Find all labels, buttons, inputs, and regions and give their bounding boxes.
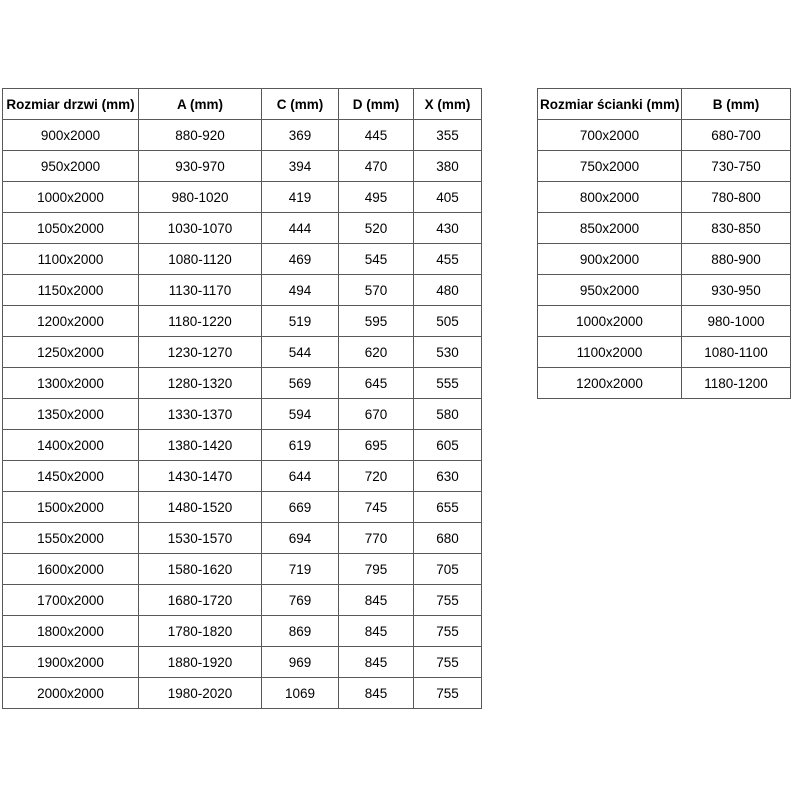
door-table-header-cell: Rozmiar drzwi (mm) [3,89,139,120]
door-table-cell: 1230-1270 [139,337,262,368]
table-row [3,120,482,151]
table-row [3,399,482,430]
door-table-cell: 980-1020 [139,182,262,213]
door-table-cell: 669 [262,492,339,523]
table-row [538,151,791,182]
door-table-cell: 630 [414,461,482,492]
door-table-cell: 555 [414,368,482,399]
door-table-cell: 694 [262,523,339,554]
door-table-cell: 1080-1120 [139,244,262,275]
table-row [3,585,482,616]
table-row [3,306,482,337]
door-table-cell: 795 [339,554,414,585]
door-table-cell: 845 [339,585,414,616]
door-table-cell: 1280-1320 [139,368,262,399]
wall-table-cell: 1200x2000 [538,368,682,399]
door-table-cell: 2000x2000 [3,678,139,709]
door-table-cell: 1200x2000 [3,306,139,337]
wall-table-cell: 1080-1100 [682,337,791,368]
door-table-header-cell: D (mm) [339,89,414,120]
table-row [3,275,482,306]
door-table-cell: 494 [262,275,339,306]
door-table-cell: 755 [414,647,482,678]
door-table-cell: 755 [414,585,482,616]
wall-table-cell: 880-900 [682,244,791,275]
table-row [3,616,482,647]
table-row [538,275,791,306]
door-table-cell: 419 [262,182,339,213]
wall-table-cell: 980-1000 [682,306,791,337]
door-table-cell: 1069 [262,678,339,709]
door-table-cell: 469 [262,244,339,275]
door-size-table-body [3,120,482,709]
door-table-header-cell: X (mm) [414,89,482,120]
door-table-cell: 680 [414,523,482,554]
door-table-cell: 705 [414,554,482,585]
table-row [538,306,791,337]
door-table-cell: 1680-1720 [139,585,262,616]
door-table-cell: 1530-1570 [139,523,262,554]
table-row [3,678,482,709]
table-row [3,213,482,244]
wall-table-cell: 750x2000 [538,151,682,182]
door-table-cell: 1130-1170 [139,275,262,306]
door-table-cell: 719 [262,554,339,585]
door-table-cell: 545 [339,244,414,275]
door-table-cell: 769 [262,585,339,616]
door-table-cell: 845 [339,616,414,647]
wall-table-header-cell: Rozmiar ścianki (mm) [538,89,682,120]
door-table-cell: 1500x2000 [3,492,139,523]
door-table-cell: 1600x2000 [3,554,139,585]
door-table-cell: 530 [414,337,482,368]
door-table-cell: 845 [339,678,414,709]
door-table-cell: 1550x2000 [3,523,139,554]
wall-size-table-body [538,120,791,399]
door-table-cell: 670 [339,399,414,430]
door-table-header-row [3,89,482,120]
table-row [538,182,791,213]
door-table-cell: 595 [339,306,414,337]
door-table-cell: 1380-1420 [139,430,262,461]
door-table-cell: 1330-1370 [139,399,262,430]
door-table-cell: 580 [414,399,482,430]
wall-size-table [537,88,791,399]
door-table-cell: 950x2000 [3,151,139,182]
door-table-cell: 745 [339,492,414,523]
door-table-cell: 755 [414,678,482,709]
door-table-cell: 755 [414,616,482,647]
wall-table-cell: 1180-1200 [682,368,791,399]
door-table-cell: 380 [414,151,482,182]
door-table-cell: 869 [262,616,339,647]
door-table-cell: 900x2000 [3,120,139,151]
door-size-table-header [3,89,482,120]
door-table-cell: 620 [339,337,414,368]
door-table-cell: 1800x2000 [3,616,139,647]
door-table-cell: 569 [262,368,339,399]
wall-table-cell: 800x2000 [538,182,682,213]
door-table-header-cell: A (mm) [139,89,262,120]
table-row [538,368,791,399]
door-table-cell: 1050x2000 [3,213,139,244]
wall-table-cell: 930-950 [682,275,791,306]
door-table-cell: 1300x2000 [3,368,139,399]
wall-table-cell: 1100x2000 [538,337,682,368]
door-table-cell: 1450x2000 [3,461,139,492]
door-table-cell: 405 [414,182,482,213]
door-table-cell: 455 [414,244,482,275]
door-table-cell: 470 [339,151,414,182]
door-table-cell: 1430-1470 [139,461,262,492]
door-table-cell: 1180-1220 [139,306,262,337]
door-table-cell: 1400x2000 [3,430,139,461]
wall-table-cell: 730-750 [682,151,791,182]
table-row [3,523,482,554]
wall-table-cell: 700x2000 [538,120,682,151]
door-table-cell: 1480-1520 [139,492,262,523]
door-table-cell: 969 [262,647,339,678]
door-table-cell: 520 [339,213,414,244]
table-row [538,120,791,151]
wall-table-cell: 830-850 [682,213,791,244]
door-table-cell: 505 [414,306,482,337]
door-table-cell: 1700x2000 [3,585,139,616]
door-table-cell: 594 [262,399,339,430]
table-row [538,244,791,275]
door-table-cell: 1100x2000 [3,244,139,275]
table-row [538,337,791,368]
door-table-cell: 645 [339,368,414,399]
door-table-cell: 445 [339,120,414,151]
door-table-cell: 1580-1620 [139,554,262,585]
door-table-cell: 1030-1070 [139,213,262,244]
table-row [3,244,482,275]
door-table-cell: 644 [262,461,339,492]
door-table-cell: 369 [262,120,339,151]
door-table-cell: 1780-1820 [139,616,262,647]
table-row [3,337,482,368]
door-table-cell: 619 [262,430,339,461]
door-table-cell: 495 [339,182,414,213]
door-table-cell: 655 [414,492,482,523]
table-row [3,647,482,678]
wall-table-header-cell: B (mm) [682,89,791,120]
door-table-cell: 1980-2020 [139,678,262,709]
door-table-cell: 770 [339,523,414,554]
door-table-cell: 845 [339,647,414,678]
door-table-cell: 480 [414,275,482,306]
table-row [3,554,482,585]
table-row [538,213,791,244]
door-table-cell: 355 [414,120,482,151]
door-table-cell: 444 [262,213,339,244]
door-table-cell: 1900x2000 [3,647,139,678]
table-row [3,151,482,182]
door-table-cell: 695 [339,430,414,461]
door-table-cell: 880-920 [139,120,262,151]
door-table-cell: 430 [414,213,482,244]
wall-table-cell: 1000x2000 [538,306,682,337]
table-row [3,368,482,399]
table-row [3,430,482,461]
wall-table-cell: 680-700 [682,120,791,151]
door-table-cell: 544 [262,337,339,368]
wall-size-table-header [538,89,791,120]
wall-table-cell: 900x2000 [538,244,682,275]
wall-table-cell: 850x2000 [538,213,682,244]
door-table-cell: 720 [339,461,414,492]
table-row [3,492,482,523]
door-table-cell: 930-970 [139,151,262,182]
table-row [3,182,482,213]
wall-table-cell: 950x2000 [538,275,682,306]
door-table-cell: 605 [414,430,482,461]
door-table-cell: 1880-1920 [139,647,262,678]
door-table-cell: 1150x2000 [3,275,139,306]
door-table-cell: 1350x2000 [3,399,139,430]
door-size-table [2,88,482,709]
door-table-cell: 519 [262,306,339,337]
door-table-cell: 1000x2000 [3,182,139,213]
door-table-cell: 394 [262,151,339,182]
wall-table-header-row [538,89,791,120]
wall-table-cell: 780-800 [682,182,791,213]
table-row [3,461,482,492]
door-table-header-cell: C (mm) [262,89,339,120]
door-table-cell: 570 [339,275,414,306]
door-table-cell: 1250x2000 [3,337,139,368]
